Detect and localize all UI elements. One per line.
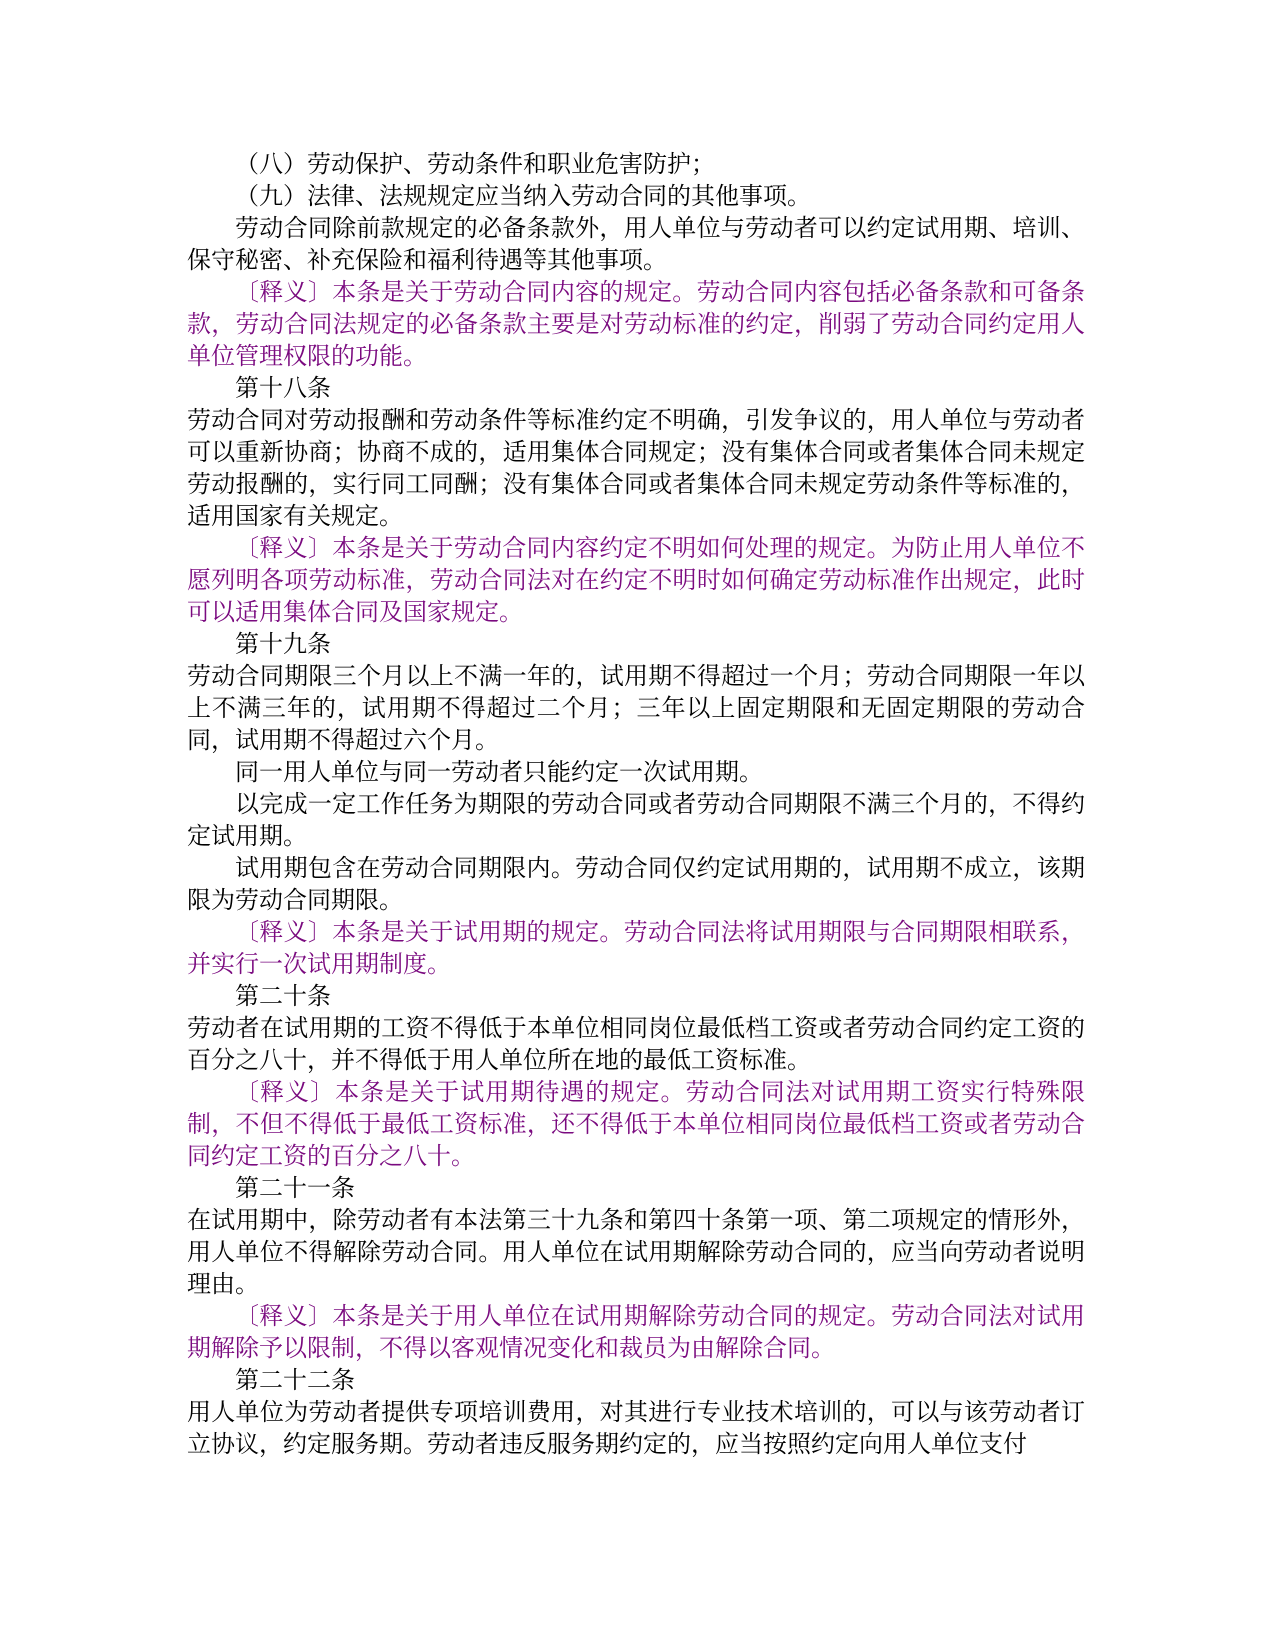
annotation-paragraph-21: 〔释义〕本条是关于用人单位在试用期解除劳动合同的规定。劳动合同法对试用期解除予以限制，不得以客观情况变化和裁员为由解除合同。 [187,1302,1085,1362]
article-heading-19: 第十九条 [235,630,331,658]
annotation-paragraph-19: 〔释义〕本条是关于试用期的规定。劳动合同法将试用期限与合同期限相联系，并实行一次试用期制度。 [187,918,1085,978]
document-page [187,148,1085,1460]
body-paragraph-19-3: 以完成一定工作任务为期限的劳动合同或者劳动合同期限不满三个月的，不得约定试用期。 [187,790,1085,850]
annotation-paragraph-20: 〔释义〕本条是关于试用期待遇的规定。劳动合同法对试用期工资实行特殊限制，不但不得低于最低工资标准，还不得低于本单位相同岗位最低档工资或者劳动合同约定工资的百分之八十。 [187,1078,1085,1170]
article-heading-21: 第二十一条 [235,1174,355,1202]
article-heading-20: 第二十条 [235,982,331,1010]
body-paragraph: 劳动合同除前款规定的必备条款外，用人单位与劳动者可以约定试用期、培训、保守秘密、补充保险和福利待遇等其他事项。 [187,214,1085,274]
body-paragraph-19-4: 试用期包含在劳动合同期限内。劳动合同仅约定试用期的，试用期不成立，该期限为劳动合同期限。 [187,854,1085,914]
article-heading-22: 第二十二条 [235,1366,355,1394]
article-text-18: 劳动合同对劳动报酬和劳动条件等标准约定不明确，引发争议的，用人单位与劳动者可以重新协商；协商不成的，适用集体合同规定；没有集体合同或者集体合同未规定劳动报酬的，实行同工同酬；没有集体合同或者集体合同未规定劳动条件等标准的，适用国家有关规定。 [187,406,1085,530]
annotation-paragraph-18: 〔释义〕本条是关于劳动合同内容约定不明如何处理的规定。为防止用人单位不愿列明各项劳动标准，劳动合同法对在约定不明时如何确定劳动标准作出规定，此时可以适用集体合同及国家规定。 [187,534,1085,626]
annotation-paragraph: 〔释义〕本条是关于劳动合同内容的规定。劳动合同内容包括必备条款和可备条款，劳动合同法规定的必备条款主要是对劳动标准的约定，削弱了劳动合同约定用人单位管理权限的功能。 [187,278,1085,370]
body-paragraph-19-2: 同一用人单位与同一劳动者只能约定一次试用期。 [235,758,763,786]
list-item-9: （九）法律、法规规定应当纳入劳动合同的其他事项。 [235,182,811,210]
article-text-22: 用人单位为劳动者提供专项培训费用，对其进行专业技术培训的，可以与该劳动者订立协议，约定服务期。劳动者违反服务期约定的，应当按照约定向用人单位支付 [187,1398,1085,1458]
article-heading-18: 第十八条 [235,374,331,402]
article-text-21: 在试用期中，除劳动者有本法第三十九条和第四十条第一项、第二项规定的情形外，用人单位不得解除劳动合同。用人单位在试用期解除劳动合同的，应当向劳动者说明理由。 [187,1206,1085,1298]
article-text-20: 劳动者在试用期的工资不得低于本单位相同岗位最低档工资或者劳动合同约定工资的百分之八十，并不得低于用人单位所在地的最低工资标准。 [187,1014,1085,1074]
article-text-19: 劳动合同期限三个月以上不满一年的，试用期不得超过一个月；劳动合同期限一年以上不满三年的，试用期不得超过二个月；三年以上固定期限和无固定期限的劳动合同，试用期不得超过六个月。 [187,662,1085,754]
list-item-8: （八）劳动保护、劳动条件和职业危害防护； [235,150,715,178]
